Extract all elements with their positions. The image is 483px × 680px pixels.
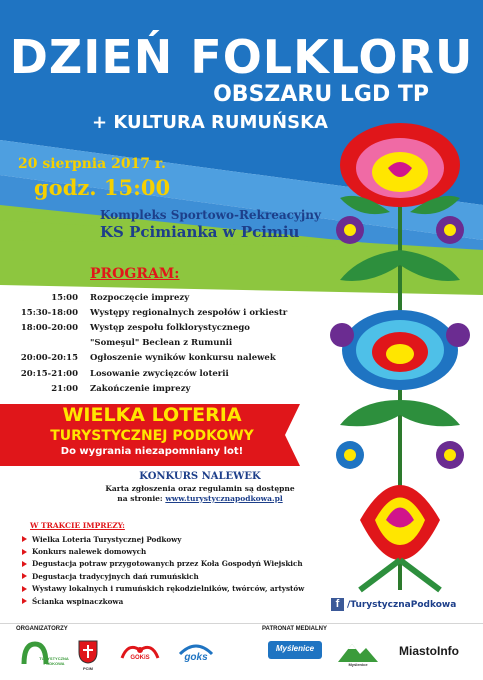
during-event-title: W TRAKCIE IMPREZY: xyxy=(30,521,125,530)
program-event: "Someşul" Beclean z Rumunii xyxy=(90,338,233,349)
list-item xyxy=(22,595,322,607)
list-item-text: Ścianka wspinaczkowa xyxy=(32,596,124,606)
list-item xyxy=(22,533,322,545)
program-time: 15:00 xyxy=(51,292,78,303)
list-item xyxy=(22,558,322,570)
contest-info: Karta zgłoszenia oraz regulamin są dostępne xyxy=(105,484,295,493)
page-subtitle-culture: + KULTURA RUMUŃSKA xyxy=(92,112,328,133)
page-title: DZIEŃ FOLKLORU xyxy=(9,30,474,84)
contest-link-line xyxy=(90,494,310,503)
bullet-icon xyxy=(22,561,27,567)
program-event: Zakończenie imprezy xyxy=(90,383,191,394)
program-item xyxy=(18,366,338,381)
miastoinfo-logo: MiastoInfo xyxy=(399,644,459,658)
list-item-text: Degustacja potraw przygotowanych przez Koła Gospodyń Wiejskich xyxy=(32,559,303,569)
mountain-logo-text: Myślenice xyxy=(348,662,368,667)
patronage-label: PATRONAT MEDIALNY xyxy=(262,626,327,632)
program-event: Losowanie zwycięzców loterii xyxy=(90,368,229,379)
bullet-icon xyxy=(22,549,27,555)
contest-title: KONKURS NALEWEK xyxy=(139,471,261,482)
list-item xyxy=(22,545,322,557)
lottery-prize: Do wygrania niezapomniany lot! xyxy=(60,446,244,457)
during-event-list xyxy=(22,533,322,607)
program-item xyxy=(18,381,338,396)
organizers-label: ORGANIZATORZY xyxy=(16,626,68,632)
list-item-text: Wystawy lokalnych i rumuńskich rękodzielników, twórców, artystów xyxy=(32,584,305,594)
list-item xyxy=(22,583,322,595)
lottery-subtitle: TURYSTYCZNEJ PODKOWY xyxy=(50,428,254,444)
program-time: 21:00 xyxy=(51,383,78,394)
goks-logo-text: GOKiS xyxy=(130,655,150,661)
venue-line-1: Kompleks Sportowo-Rekreacyjny xyxy=(100,208,321,222)
program-event: Występy regionalnych zespołów i orkiestr xyxy=(90,307,288,318)
program-time: 20:00-20:15 xyxy=(20,353,78,364)
lottery-title: WIELKA LOTERIA xyxy=(62,404,242,426)
bullet-icon xyxy=(22,586,27,592)
bullet-icon xyxy=(22,573,27,579)
program-item xyxy=(18,305,338,320)
list-item-text: Degustacja tradycyjnych dań rumuńskich xyxy=(32,571,199,581)
event-time: godz. 15:00 xyxy=(34,175,171,200)
program-item xyxy=(18,351,338,366)
contest-website-link[interactable]: www.turystycznapodkowa.pl xyxy=(165,494,283,503)
facebook-page-name: /TurystycznaPodkowa xyxy=(347,599,457,610)
program-event: Rozpoczęcie imprezy xyxy=(90,292,190,303)
program-event: Występ zespołu folklorystycznego xyxy=(90,322,250,333)
myslenice-logo-text: Myślenice xyxy=(275,644,315,653)
program-title: PROGRAM: xyxy=(90,266,180,282)
program-item xyxy=(18,290,338,305)
facebook-icon: f xyxy=(331,598,344,611)
program-time: 20:15-21:00 xyxy=(20,368,78,379)
program-event: Ogłoszenie wyników konkursu nalewek xyxy=(90,353,276,364)
event-date: 20 sierpnia 2017 r. xyxy=(18,156,166,172)
folk-flower-ornament xyxy=(320,120,480,600)
bullet-icon xyxy=(22,536,27,542)
program-time: 15:30-18:00 xyxy=(20,307,78,318)
program-item xyxy=(18,320,338,335)
program-time: 18:00-20:00 xyxy=(20,322,78,333)
bullet-icon xyxy=(22,598,27,604)
list-item-text: Wielka Loteria Turystycznej Podkowy xyxy=(32,534,182,544)
program-list xyxy=(18,290,338,396)
page-subtitle: OBSZARU LGD TP xyxy=(213,82,429,107)
contest-link-prefix: na stronie: xyxy=(117,494,166,503)
goks-sport-logo-text: goks xyxy=(184,652,208,663)
facebook-link[interactable] xyxy=(331,598,456,611)
list-item-text: Konkurs nalewek domowych xyxy=(32,547,147,557)
turystyczna-logo-text: TURYSTYCZNA PODKOWA xyxy=(39,656,69,666)
pcim-coat-of-arms xyxy=(78,640,98,664)
list-item xyxy=(22,570,322,582)
venue-line-2: KS Pcimianka w Pcimiu xyxy=(100,223,300,241)
mountain-logo xyxy=(338,640,378,662)
pcim-logo-text: PCIM xyxy=(83,666,93,671)
program-item xyxy=(18,336,338,351)
